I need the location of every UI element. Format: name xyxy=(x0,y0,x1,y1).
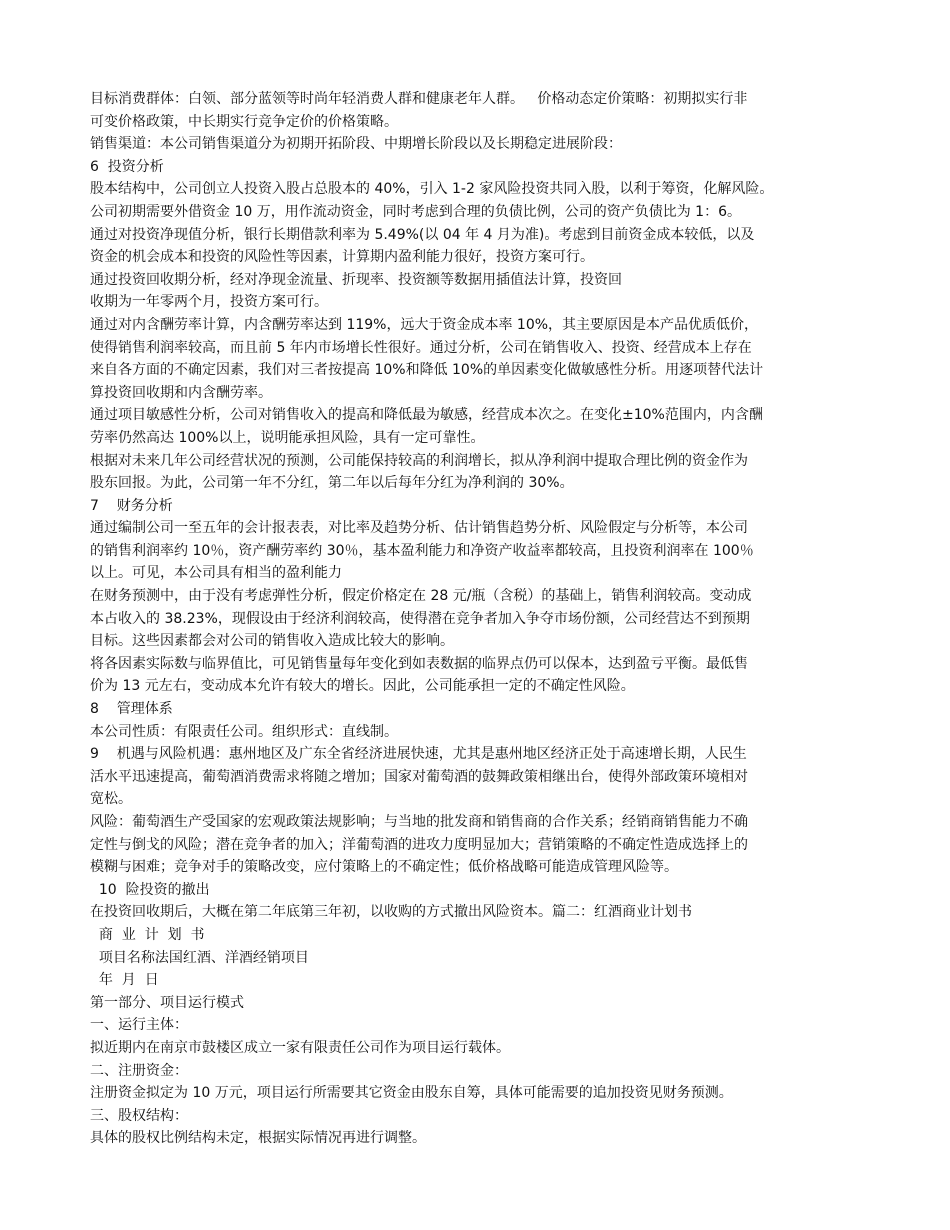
text-line: 可变价格政策，中长期实行竞争定价的价格策略。 xyxy=(90,113,398,130)
section-heading: 9 机遇与风险机遇：惠州地区及广东全省经济进展快速，尤其是惠州地区经济正处于高速增长期，人民生 xyxy=(90,746,747,763)
text-line: 根据对未来几年公司经营状况的预测，公司能保持较高的利润增长，拟从净利润中提取合理比例的资金作为 xyxy=(90,452,748,469)
text-line: 通过对内含酬劳率计算，内含酬劳率达到 119%，远大于资金成本率 10%，其主要原因是本产品优质低价， xyxy=(90,316,759,333)
document-title: 商 业 计 划 书 xyxy=(90,926,205,943)
text-line: 项目名称法国红酒、洋酒经销项目 xyxy=(90,949,309,966)
text-line: 公司初期需要外借资金 10 万，用作流动资金，同时考虑到合理的负债比例，公司的资产负债比为 1：6。 xyxy=(90,203,741,220)
text-line: 股本结构中，公司创立人投资入股占总股本的 40%，引入 1-2 家风险投资共同入股，以利于筹资，化解风险。 xyxy=(90,181,774,198)
section-heading: 7 财务分析 xyxy=(90,497,173,514)
section-heading: 8 管理体系 xyxy=(90,701,173,718)
text-line: 具体的股权比例结构未定，根据实际情况再进行调整。 xyxy=(90,1130,426,1147)
text-line: 在财务预测中，由于没有考虑弹性分析，假定价格定在 28 元/瓶（含税）的基础上，销售利润较高。变动成 xyxy=(90,588,752,605)
text-line: 使得销售利润率较高，而且前 5 年内市场增长性很好。通过分析，公司在销售收入、投资、经营成本上存在 xyxy=(90,339,752,356)
text-line: 通过对投资净现值分析，银行长期借款利率为 5.49%(以 04 年 4 月为准)。考虑到目前资金成本较低，以及 xyxy=(90,226,755,243)
section-heading: 三、股权结构： xyxy=(90,1107,188,1124)
date-line: 年 月 日 xyxy=(90,972,159,989)
text-line: 将各因素实际数与临界值比，可见销售量每年变化到如表数据的临界点仍可以保本，达到盈亏平衡。最低售 xyxy=(90,655,748,672)
text-line: 收期为一年零两个月，投资方案可行。 xyxy=(90,294,328,311)
section-heading: 第一部分、项目运行模式 xyxy=(90,994,244,1011)
section-heading: 6 投资分析 xyxy=(90,158,164,175)
section-heading: 10 险投资的撤出 xyxy=(90,881,210,898)
text-line: 目标。这些因素都会对公司的销售收入造成比较大的影响。 xyxy=(90,633,454,650)
text-line: 活水平迅速提高，葡萄酒消费需求将随之增加；国家对葡萄酒的鼓舞政策相继出台，使得外部政策环境相对 xyxy=(90,768,748,785)
text-line: 价为 13 元左右，变动成本允许有较大的增长。因此，公司能承担一定的不确定性风险。 xyxy=(90,678,635,695)
text-line: 本占收入的 38.23%，现假设由于经济利润较高，使得潜在竞争者加入争夺市场份额，公司经营达不到预期 xyxy=(90,610,750,627)
text-line: 本公司性质：有限责任公司。组织形式：直线制。 xyxy=(90,723,398,740)
text-line: 劳率仍然高达 100%以上，说明能承担风险，具有一定可靠性。 xyxy=(90,429,485,446)
text-line: 的销售利润率约 10％，资产酬劳率约 30％，基本盈利能力和净资产收益率都较高，且投资利润率在 100％ xyxy=(90,542,754,559)
text-line: 目标消费群体：白领、部分蓝领等时尚年轻消费人群和健康老年人群。 价格动态定价策略：初期拟实行非 xyxy=(90,91,748,107)
document-body xyxy=(90,88,860,1150)
text-line: 定性与倒戈的风险；潜在竞争者的加入；洋葡萄酒的进攻力度明显加大；营销策略的不确定性造成选择上的 xyxy=(90,836,748,853)
section-heading: 一、运行主体： xyxy=(90,1017,188,1034)
text-line: 来自各方面的不确定因素，我们对三者按提高 10%和降低 10%的单因素变化做敏感性分析。用逐项替代法计 xyxy=(90,362,764,379)
text-line: 以上。可见，本公司具有相当的盈利能力 xyxy=(90,565,342,582)
text-line: 通过投资回收期分析，经对净现金流量、折现率、投资额等数据用插值法计算，投资回 xyxy=(90,271,622,288)
text-line: 销售渠道：本公司销售渠道分为初期开拓阶段、中期增长阶段以及长期稳定进展阶段： xyxy=(90,136,622,153)
text-line: 资金的机会成本和投资的风险性等因素，计算期内盈利能力很好，投资方案可行。 xyxy=(90,249,594,266)
text-line: 模糊与困难；竞争对手的策略改变，应付策略上的不确定性；低价格战略可能造成管理风险等。 xyxy=(90,859,678,876)
text-line: 风险：葡萄酒生产受国家的宏观政策法规影响；与当地的批发商和销售商的合作关系；经销商销售能力不确 xyxy=(90,814,748,830)
section-heading: 二、注册资金： xyxy=(90,1062,188,1079)
text-line: 宽松。 xyxy=(90,791,132,808)
text-line: 通过编制公司一至五年的会计报表表，对比率及趋势分析、估计销售趋势分析、风险假定与分析等，本公司 xyxy=(90,520,748,537)
text-line: 股东回报。为此，公司第一年不分红，第二年以后每年分红为净利润的 30%。 xyxy=(90,475,574,492)
text-line: 注册资金拟定为 10 万元，项目运行所需要其它资金由股东自筹，具体可能需要的追加投资见财务预测。 xyxy=(90,1085,733,1102)
text-line: 算投资回收期和内含酬劳率。 xyxy=(90,384,272,401)
text-line: 拟近期内在南京市鼓楼区成立一家有限责任公司作为项目运行载体。 xyxy=(90,1039,510,1056)
text-line: 在投资回收期后，大概在第二年底第三年初，以收购的方式撤出风险资本。篇二：红酒商业计划书 xyxy=(90,904,692,921)
text-line: 通过项目敏感性分析，公司对销售收入的提高和降低最为敏感，经营成本次之。在变化±10%范围内，内含酬 xyxy=(90,407,763,424)
